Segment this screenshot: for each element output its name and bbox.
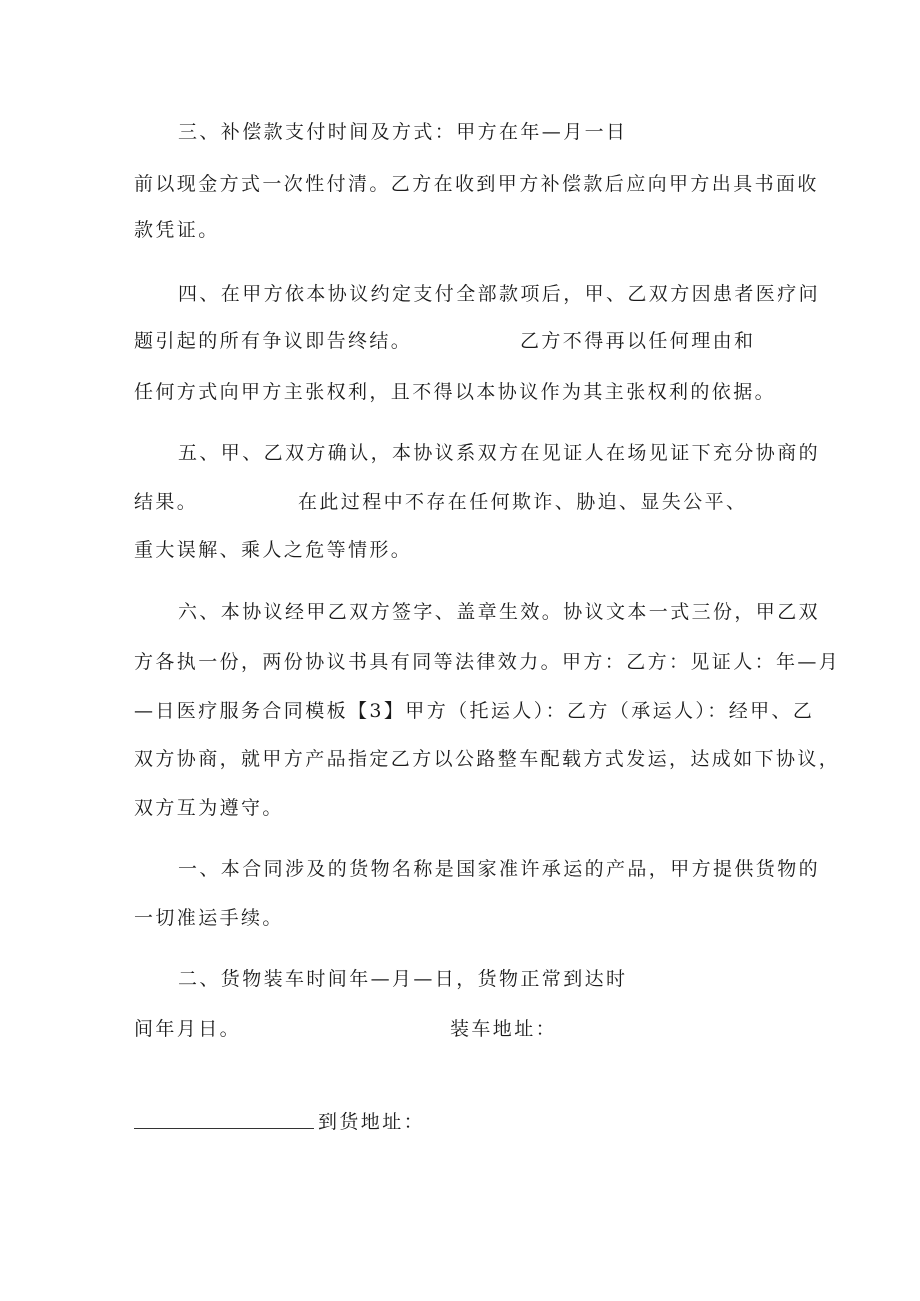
clause-1-line-2: 一切准运手续。	[134, 907, 284, 929]
loading-address-label: 装车地址：	[450, 1018, 558, 1040]
paragraph-4-line-2a: 题引起的所有争议即告终结。	[134, 330, 413, 352]
blank-fill-line	[134, 1128, 314, 1129]
clause-1-line-1: 一、本合同涉及的货物名称是国家准许承运的产品，甲方提供货物的	[178, 858, 821, 880]
paragraph-6-line-1: 六、本协议经甲乙双方签字、盖章生效。协议文本一式三份，甲乙双	[178, 601, 821, 623]
clause-2-line-1: 二、货物装车时间年—月—日，货物正常到达时	[178, 968, 628, 990]
paragraph-6-line-3: —日医疗服务合同模板【3】甲方（托运人）：乙方（承运人）：经甲、乙	[134, 700, 815, 722]
paragraph-6-line-5: 双方互为遵守。	[134, 797, 284, 819]
delivery-address-label: 到货地址：	[318, 1111, 426, 1133]
paragraph-4-line-2b: 乙方不得再以任何理由和	[520, 330, 756, 352]
clause-2-line-2a: 间年月日。	[134, 1018, 242, 1040]
paragraph-5-line-3: 重大误解、乘人之危等情形。	[134, 539, 413, 561]
paragraph-3-line-3: 款凭证。	[134, 219, 220, 241]
paragraph-4-line-3: 任何方式向甲方主张权利，且不得以本协议作为其主张权利的依据。	[134, 381, 777, 403]
paragraph-6-line-4: 双方协商，就甲方产品指定乙方以公路整车配载方式发运，达成如下协议，	[134, 748, 841, 770]
paragraph-6-line-2: 方各执一份，两份协议书具有同等法律效力。甲方：乙方：见证人：年—月	[134, 651, 841, 673]
paragraph-3-line-1: 三、补偿款支付时间及方式：甲方在年—月一日	[178, 121, 628, 143]
paragraph-5-line-2a: 结果。	[134, 491, 199, 513]
paragraph-5-line-2b: 在此过程中不存在任何欺诈、胁迫、显失公平、	[298, 491, 748, 513]
paragraph-4-line-1: 四、在甲方依本协议约定支付全部款项后，甲、乙双方因患者医疗问	[178, 283, 821, 305]
paragraph-5-line-1: 五、甲、乙双方确认，本协议系双方在见证人在场见证下充分协商的	[178, 442, 821, 464]
paragraph-3-line-2: 前以现金方式一次性付清。乙方在收到甲方补偿款后应向甲方出具书面收	[134, 173, 819, 195]
